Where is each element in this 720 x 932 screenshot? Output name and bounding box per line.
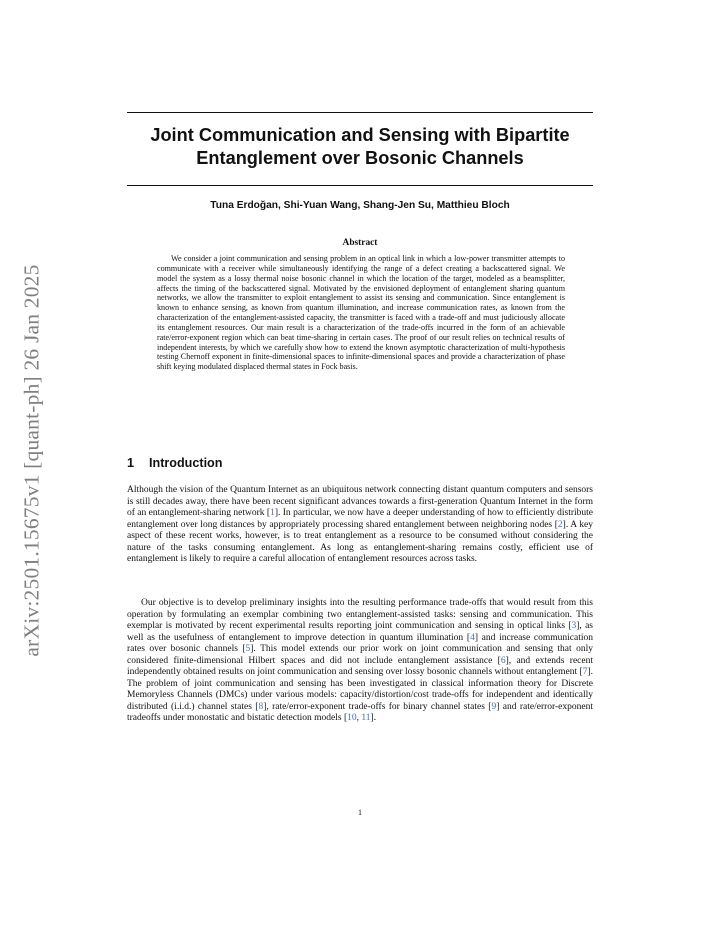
section-heading xyxy=(127,456,222,470)
text-run: ]. A key aspect of these recent works, however, is to treat entanglement as a resource to be consumed without considering the nature of the tasks consuming entanglement. As long as entanglement-sharing remains costly, efficient use of entanglement is likely to require a careful allocation of entanglement resources across tasks. xyxy=(127,519,593,564)
abstract-heading: Abstract xyxy=(342,238,378,248)
title-bottom-rule xyxy=(127,185,593,186)
intro-paragraph-2 xyxy=(127,598,593,725)
intro-paragraph-1 xyxy=(127,485,593,566)
arxiv-identifier: arXiv:2501.15675v1 [quant-ph] 26 Jan 2025 xyxy=(19,263,44,657)
text-run: ]. In particular, we now have a deeper understanding of how to efficiently distribute entanglement over long distances by appropriately processing shared entanglement between neighboring nodes [ xyxy=(127,508,593,530)
citation-link[interactable]: 4 xyxy=(470,632,475,643)
text-run: Our objective is to develop preliminary insights into the resulting performance trade-offs that would result from this operation by formulating an exemplar combining two entanglement-assisted tasks: sensing and communication. This exemplar is motivated by recent experimental results reporting joint communication and sensing in optical links [ xyxy=(127,598,593,631)
citation-link[interactable]: 6 xyxy=(500,655,506,666)
title-line-2: Entanglement over Bosonic Channels xyxy=(196,148,524,168)
citation-link[interactable]: 7 xyxy=(582,667,588,677)
text-run: ] and increase communication rates over bosonic channels [ xyxy=(127,632,594,654)
author-list: Tuna Erdoğan, Shi-Yuan Wang, Shang-Jen Su, Matthieu Bloch xyxy=(210,200,510,211)
text-run: ]. This model extends our prior work on joint communication and sensing that only considered finite-dimensional Hilbert spaces and did not include entanglement assistance [ xyxy=(127,644,593,666)
text-run: Although the vision of the Quantum Internet as an ubiquitous network connecting distant quantum computers and sensors is still decades away, there have been recent significant advances towards a first-generation Quantum Internet in the form of an entanglement-sharing network [ xyxy=(127,485,593,518)
citation-link[interactable]: 2 xyxy=(557,519,563,530)
text-run: ], as well as the usefulness of entanglement to improve detection in quantum illumination [ xyxy=(127,621,594,643)
text-run: ]. xyxy=(370,713,377,723)
title-top-rule xyxy=(127,112,593,113)
citation-link[interactable]: 1 xyxy=(270,508,275,518)
citation-link[interactable]: 8 xyxy=(258,701,264,712)
abstract-text: We consider a joint communication and sensing problem in an optical link in which a low-power transmitter attempts to communicate with a receiver while simultaneously identifying the range of a defect creating a backscattered signal. We model the system as a lossy thermal noise bosonic channel in which the location of the target, modeled as a beamsplitter, affects the timing of the backscattered signal. Motivated by the envisioned deployment of entanglement sharing quantum networks, we allow the transmitter to exploit entanglement to assist its sensing and communication. Since entanglement is known to enhance sensing, as known from quantum illumination, and increase communication rates, as known from the characterization of the entanglement-assisted capacity, the transmitter is faced with a trade-off and must judiciously allocate its entanglement resources. Our main result is a characterization of the trade-offs incurred in the form of an achievable rate/error-exponent region which can beat time-sharing in certain cases. The proof of our result relies on technical results of independent interests, by which we carefully show how to extend the known asymptotic characterization of multi-hypothesis testing Chernoff exponent in finite-dimensional spaces to infinite-dimensional spaces and provide a characterization of phase shift keying modulated displaced thermal states in Fock basis. xyxy=(157,254,565,372)
title-line-1: Joint Communication and Sensing with Bipartite xyxy=(150,125,570,145)
text-run: ], and extends recent independently obtained results on joint communication and sensing over lossy bosonic channels without entanglement [ xyxy=(127,655,593,677)
page-number: 1 xyxy=(358,808,362,817)
section-title: Introduction xyxy=(149,456,223,470)
text-run: ], rate/error-exponent trade-offs for binary channel states [ xyxy=(263,701,492,712)
citation-link[interactable]: 5 xyxy=(245,644,251,654)
text-run: ]. The problem of joint communication and sensing has been investigated in classical information theory for Discrete Memoryless Channels (DMCs) under various models: capacity/distortion/cost trade-offs for independent and identically distributed (i.i.d.) channel states [ xyxy=(127,667,593,712)
citation-link[interactable]: 3 xyxy=(571,621,577,631)
citation-link[interactable]: 9 xyxy=(491,701,497,712)
text-run: , xyxy=(356,713,362,723)
arxiv-identifier-margin xyxy=(2,245,62,675)
paper-title xyxy=(127,124,593,170)
text-run: ] and rate/error-exponent tradeoffs under monostatic and bistatic detection models [ xyxy=(127,701,593,723)
citation-link[interactable]: 11 xyxy=(361,713,371,723)
citation-link[interactable]: 10 xyxy=(347,713,357,723)
section-number: 1 xyxy=(127,456,135,470)
